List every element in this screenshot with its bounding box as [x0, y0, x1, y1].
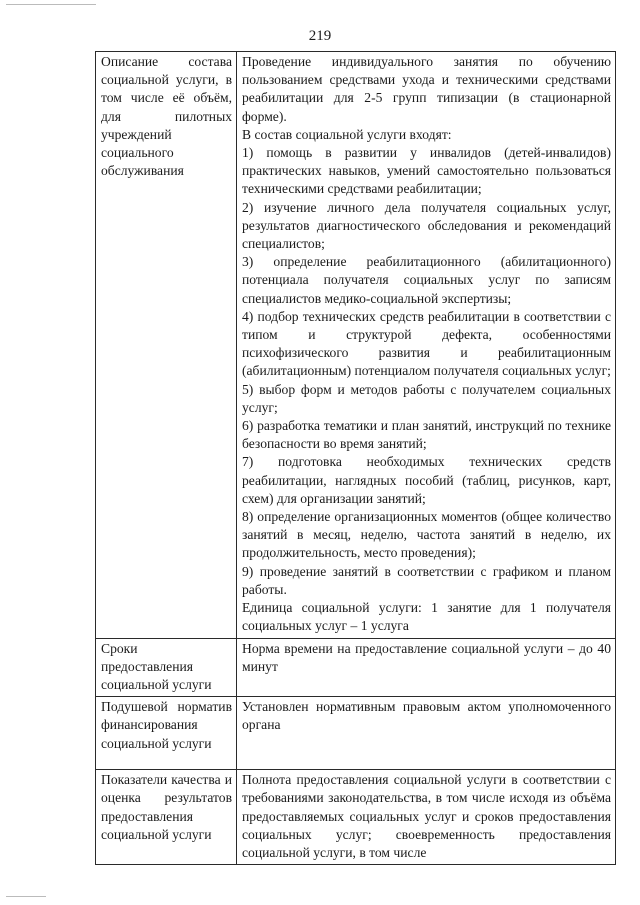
- table-row: [96, 52, 616, 639]
- row-label: Показатели качества и оценка результатов предоставления социальной услуги: [96, 770, 237, 865]
- row-label: Сроки предоставления социальной услуги: [96, 638, 237, 697]
- content-paragraph: 6) разработка тематики и план занятий, инструкций по технике безопасности во время занятий;: [242, 418, 611, 452]
- service-description-table: [95, 51, 616, 865]
- row-content: [237, 697, 616, 770]
- table-row: [96, 638, 616, 697]
- page-number: 219: [308, 28, 332, 44]
- row-content: [237, 770, 616, 865]
- content-paragraph: 4) подбор технических средств реабилитации в соответствии с типом и структурой дефекта, особенностями психофизического развития и реабилитационным (абилитационным) потенциалом получателя социальных услуг;: [242, 308, 611, 379]
- content-paragraph: Установлен нормативным правовым актом уполномоченного органа: [242, 699, 611, 733]
- row-label: Подушевой норматив финансирования социальной услуги: [96, 697, 237, 770]
- content-paragraph: 8) определение организационных моментов (общее количество занятий в месяц, неделю, частота занятий в неделю, их продолжительность, место проведения);: [242, 509, 611, 561]
- table-row: [96, 697, 616, 770]
- content-paragraph: Норма времени на предоставление социальной услуги – до 40 минут: [242, 640, 611, 674]
- content-paragraph: Единица социальной услуги: 1 занятие для 1 получателя социальных услуг – 1 услуга: [242, 600, 611, 634]
- content-paragraph: В состав социальной услуги входят:: [242, 126, 452, 142]
- content-paragraph: 3) определение реабилитационного (абилитационного) потенциала получателя социальных услуг по записям специалистов медико-социальной экспертизы;: [242, 254, 611, 306]
- scan-artifact: [6, 896, 46, 897]
- content-paragraph: 2) изучение личного дела получателя социальных услуг, результатов диагностического обследования и рекомендаций специалистов;: [242, 199, 611, 252]
- table-row: [96, 770, 616, 865]
- content-paragraph: Полнота предоставления социальной услуги в соответствии с требованиями законодательства, в том числе исходя из объёма предоставляемых социальных услуг и сроков предоставления социальных услуг; своевременность предоставления социальной услуги, в том числе: [242, 772, 611, 860]
- row-content: [237, 638, 616, 697]
- content-paragraph: 7) подготовка необходимых технических средств реабилитации, наглядных пособий (таблиц, рисунков, карт, схем) для организации занятий;: [242, 454, 611, 506]
- row-label: Описание состава социальной услуги, в том числе её объём, для пилотных учреждений социального обслуживания: [96, 52, 237, 639]
- content-paragraph: 5) выбор форм и методов работы с получателем социальных услуг;: [242, 381, 611, 415]
- content-paragraph: 1) помощь в развитии у инвалидов (детей-инвалидов) практических навыков, умений самостоятельно пользоваться техническими средствами реабилитации;: [242, 145, 611, 197]
- content-paragraph: Проведение индивидуального занятия по обучению пользованием средствами ухода и техническими средствами реабилитации для 2-5 групп типизации (в стационарной форме).: [242, 54, 611, 124]
- row-content: [237, 52, 616, 639]
- content-paragraph: 9) проведение занятий в соответствии с графиком и планом работы.: [242, 563, 611, 597]
- scan-artifact: [6, 4, 96, 5]
